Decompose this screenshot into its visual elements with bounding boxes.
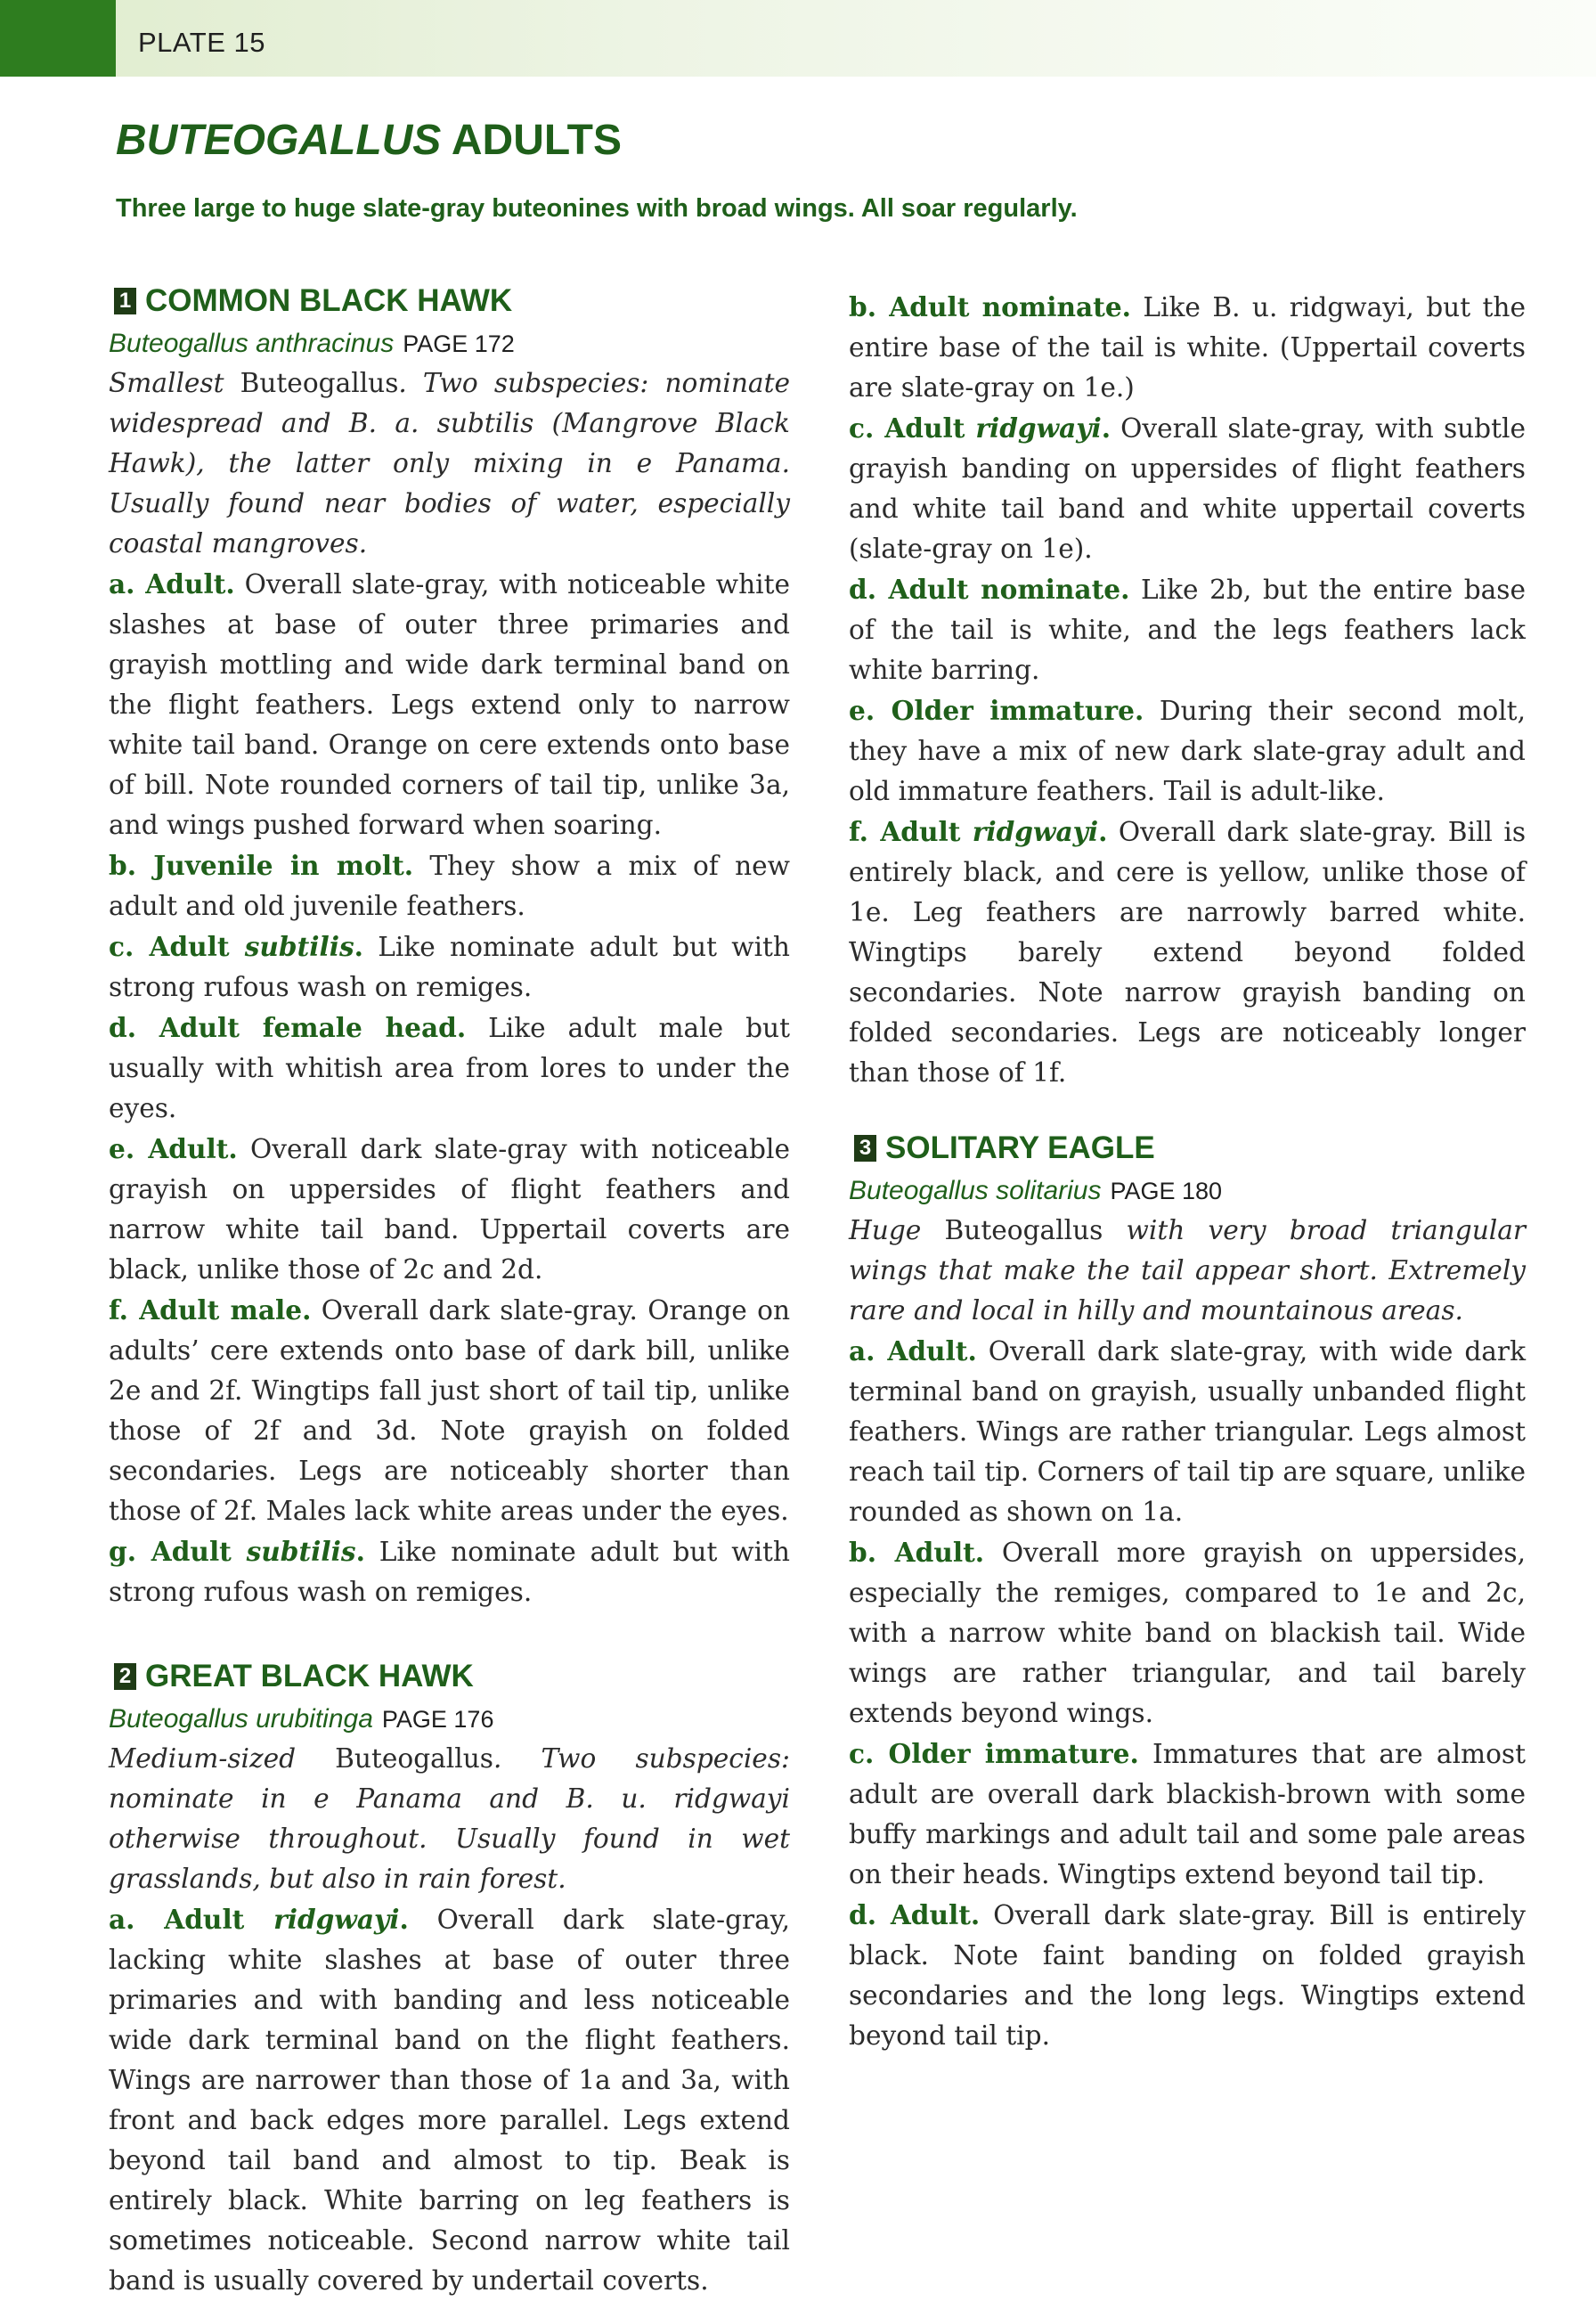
species-heading (109, 278, 790, 324)
entry-label: b. Adult nominate. (849, 291, 1131, 322)
scientific-name: Buteogallus solitarius (849, 1176, 1102, 1205)
left-column (109, 278, 790, 2301)
plate-entry (109, 1129, 790, 1290)
plate-entry (109, 845, 790, 926)
plate-entry (109, 1008, 790, 1129)
plate-entry (849, 1734, 1526, 1895)
species-description: Smallest Buteogallus. Two subspecies: nominate widespread and B. a. subtilis (Mangrove Black Hawk), the latter only mixing in e Panama. Usually found near bodies of water, especially coastal mangroves. (109, 368, 790, 559)
entry-label: a. Adult. (849, 1335, 977, 1367)
entry-label: b. Adult. (849, 1537, 985, 1568)
entry-label: d. Adult nominate. (849, 574, 1130, 605)
header-color-block (0, 0, 116, 77)
entry-label: c. Adult subtilis. (109, 931, 363, 962)
plate-entry (849, 408, 1526, 569)
species-name: COMMON BLACK HAWK (145, 283, 513, 318)
plate-entry (849, 1331, 1526, 1532)
plate-entry (109, 926, 790, 1008)
entry-text: Overall dark slate-gray. Bill is entirely black, and cere is yellow, unlike those of 1e. Leg feathers are narrowly barred white. Wingtips barely extend beyond folded secondaries. Note narrow grayish banding on folded secondaries. Legs are noticeably longer than those of 1f. (849, 817, 1527, 1088)
entry-text: Like nominate adult but with strong rufous wash on remiges. (109, 932, 790, 1002)
entry-label: g. Adult subtilis. (109, 1536, 365, 1567)
entry-label: a. Adult. (109, 568, 235, 600)
entry-label: c. Older immature. (849, 1738, 1139, 1769)
plate-entry (849, 690, 1526, 812)
entry-text: They show a mix of new adult and old juvenile feathers. (109, 851, 790, 921)
plate-entry (109, 1290, 790, 1531)
entry-label: e. Older immature. (849, 695, 1144, 726)
section-spacer (109, 1612, 790, 1653)
scientific-name: Buteogallus anthracinus (109, 329, 395, 358)
entry-text: Like B. u. ridgwayi, but the entire base of the tail is white. (Uppertail coverts are slate-gray on 1e.) (849, 292, 1526, 403)
entry-label: d. Adult. (849, 1899, 981, 1930)
plate-entry (849, 287, 1526, 408)
entry-text: Overall slate-gray, with noticeable white slashes at base of outer three primaries and grayish mottling and wide dark terminal band on the flight feathers. Legs extend only to narrow white tail band. Orange on cere extends onto base of bill. Note rounded corners of tail tip, unlike 3a, and wings pushed forward when soaring. (109, 569, 791, 840)
species-heading (109, 1653, 790, 1700)
species-number-badge: 1 (114, 288, 136, 314)
species-description: Huge Buteogallus with very broad triangular wings that make the tail appear short. Extremely rare and local in hilly and mountainous areas. (849, 1215, 1527, 1326)
page-title (116, 116, 622, 165)
page-reference: PAGE 172 (403, 330, 515, 357)
entry-text: Overall dark slate-gray, lacking white slashes at base of outer three primaries and with banding and less noticeable wide dark terminal band on the flight feathers. Wings are narrower than those of 1a and 3a, with front and back edges more parallel. Legs extend beyond tail band and almost to tip. Beak is entirely black. White barring on leg feathers is sometimes noticeable. Second narrow white tail band is usually covered by undertail coverts. (109, 1905, 790, 2296)
intro-text: Three large to huge slate-gray buteonines with broad wings. All soar regularly. (116, 194, 1078, 223)
species-scientific-line (849, 1171, 1526, 1211)
scientific-name: Buteogallus urubitinga (109, 1704, 373, 1734)
species-description: Medium-sized Buteogallus. Two subspecies: nominate in e Panama and B. u. ridgwayi otherwise throughout. Usually found in wet grasslands, but also in rain forest. (109, 1743, 790, 1894)
species-name: GREAT BLACK HAWK (145, 1659, 474, 1693)
section-spacer (849, 1093, 1526, 1125)
species-heading (849, 1125, 1526, 1171)
plate-label: PLATE 15 (138, 27, 266, 58)
entry-text: Overall dark slate-gray. Orange on adults’ cere extends onto base of dark bill, unlike 2e and 2f. Wingtips fall just short of tail tip, unlike those of 2f and 3d. Note grayish on folded secondaries. Legs are noticeably shorter than those of 2f. Males lack white areas under the eyes. (109, 1295, 791, 1526)
entry-label: e. Adult. (109, 1133, 238, 1164)
plate-entry (849, 1532, 1526, 1734)
page-reference: PAGE 180 (1110, 1178, 1223, 1204)
entry-text: Overall more grayish on uppersides, especially the remiges, compared to 1e and 2c, with a narrow white band on blackish tail. Wide wings are rather triangular, and tail barely extends beyond wings. (849, 1538, 1526, 1728)
species-scientific-line (109, 324, 790, 363)
title-rest: ADULTS (441, 117, 622, 164)
plate-entry (109, 1899, 790, 2301)
entry-text: Like nominate adult but with strong rufous wash on remiges. (109, 1537, 790, 1607)
entry-text: Overall dark slate-gray. Bill is entirely black. Note faint banding on folded grayish secondaries and the long legs. Wingtips extend beyond tail tip. (849, 1900, 1526, 2051)
entry-label: f. Adult male. (109, 1294, 312, 1326)
right-column (849, 287, 1526, 2056)
species-scientific-line (109, 1700, 790, 1739)
plate-entry (109, 1531, 790, 1612)
entry-text: Immatures that are almost adult are overall dark blackish-brown with some buffy markings and adult tail and some pale areas on their heads. Wingtips extend beyond tail tip. (849, 1739, 1526, 1889)
entry-text: Overall dark slate-gray, with wide dark terminal band on grayish, usually unbanded flight feathers. Wings are rather triangular. Legs almost reach tail tip. Corners of tail tip are square, unlike rounded as shown on 1a. (849, 1336, 1527, 1527)
entry-text: During their second molt, they have a mix of new dark slate-gray adult and old immature feathers. Tail is adult-like. (849, 696, 1526, 806)
entry-label: c. Adult ridgwayi. (849, 412, 1111, 444)
plate-entry (849, 812, 1526, 1093)
plate-entry (109, 564, 790, 845)
entry-text: Like adult male but usually with whitish area from lores to under the eyes. (109, 1013, 791, 1123)
page-reference: PAGE 176 (381, 1706, 494, 1733)
entry-text: Overall slate-gray, with subtle grayish banding on uppersides of flight feathers and white tail band and white uppertail coverts (slate-gray on 1e). (849, 413, 1526, 564)
species-number-badge: 3 (854, 1135, 876, 1162)
entry-label: f. Adult ridgwayi. (849, 816, 1108, 847)
species-name: SOLITARY EAGLE (885, 1130, 1155, 1165)
plate-entry (849, 569, 1526, 690)
entry-label: d. Adult female head. (109, 1012, 467, 1043)
title-genus: BUTEOGALLUS (116, 117, 442, 164)
entry-text: Overall dark slate-gray with noticeable grayish on uppersides of flight feathers and narrow white tail band. Uppertail coverts are black, unlike those of 2c and 2d. (109, 1134, 790, 1285)
entry-label: b. Juvenile in molt. (109, 850, 414, 881)
species-number-badge: 2 (114, 1663, 136, 1690)
entry-label: a. Adult ridgwayi. (109, 1904, 409, 1935)
plate-entry (849, 1895, 1526, 2056)
entry-text: Like 2b, but the entire base of the tail is white, and the legs feathers lack white barring. (849, 575, 1526, 685)
